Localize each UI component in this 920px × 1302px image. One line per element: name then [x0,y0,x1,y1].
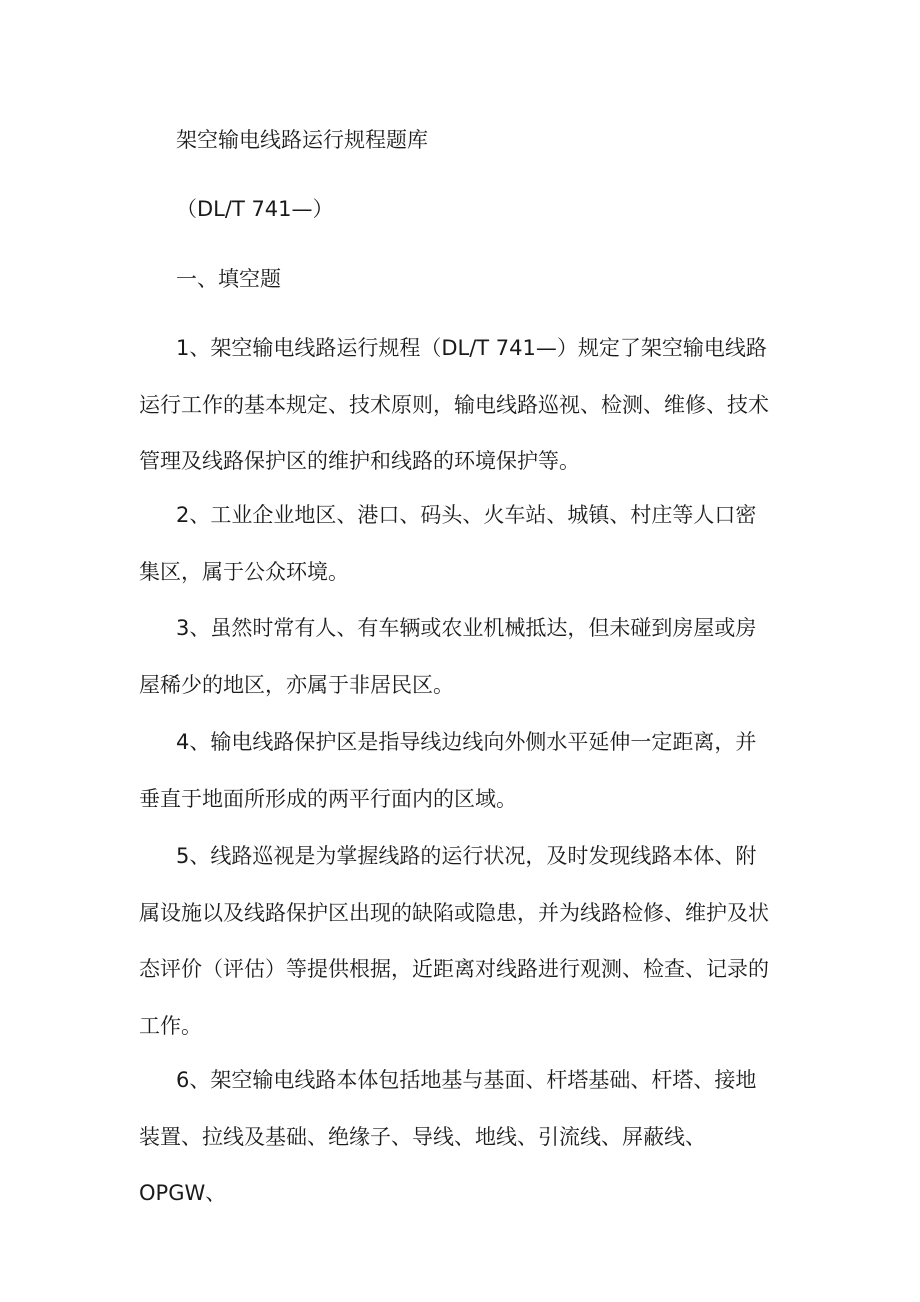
question-line: 2、工业企业地区、港口、码头、火车站、城镇、村庄等人口密 [176,503,757,527]
question-line: 垂直于地面所形成的两平行面内的区域。 [139,786,517,811]
document-title: 架空输电线路运行规程题库 [176,128,428,152]
question-line: 装置、拉线及基础、绝缘子、导线、地线、引流线、屏蔽线、 [139,1124,706,1149]
question-line: OPGW、 [139,1181,227,1205]
section-heading: 一、填空题 [176,267,281,291]
question-line: 3、虽然时常有人、有车辆或农业机械抵达，但未碰到房屋或房 [176,616,757,640]
question-line: 屋稀少的地区，亦属于非居民区。 [139,672,454,697]
document-subtitle: （DL/T 741—） [176,197,334,221]
question-line: 属设施以及线路保护区出现的缺陷或隐患，并为线路检修、维护及状 [139,900,769,925]
question-line: 6、架空输电线路本体包括地基与基面、杆塔基础、杆塔、接地 [176,1068,757,1092]
question-item-2 [139,500,789,587]
question-line: 态评价（评估）等提供根据，近距离对线路进行观测、检查、记录的 [139,957,769,981]
question-line: 管理及线路保护区的维护和线路的环境保护等。 [139,449,580,473]
question-item-5 [139,841,789,1041]
question-line: 运行工作的基本规定、技术原则，输电线路巡视、检测、维修、技术 [139,392,769,417]
question-line: 4、输电线路保护区是指导线边线向外侧水平延伸一定距离，并 [176,730,757,754]
question-item-4 [139,727,789,814]
question-line: 工作。 [139,1013,202,1038]
question-line: 集区，属于公众环境。 [139,559,349,584]
question-line: 5、线路巡视是为掌握线路的运行状况，及时发现线路本体、附 [176,844,757,868]
question-line: 1、架空输电线路运行规程（DL/T 741—）规定了架空输电线路 [176,336,767,360]
question-item-6 [139,1065,789,1208]
question-item-3 [139,613,789,700]
question-item-1 [139,333,789,476]
